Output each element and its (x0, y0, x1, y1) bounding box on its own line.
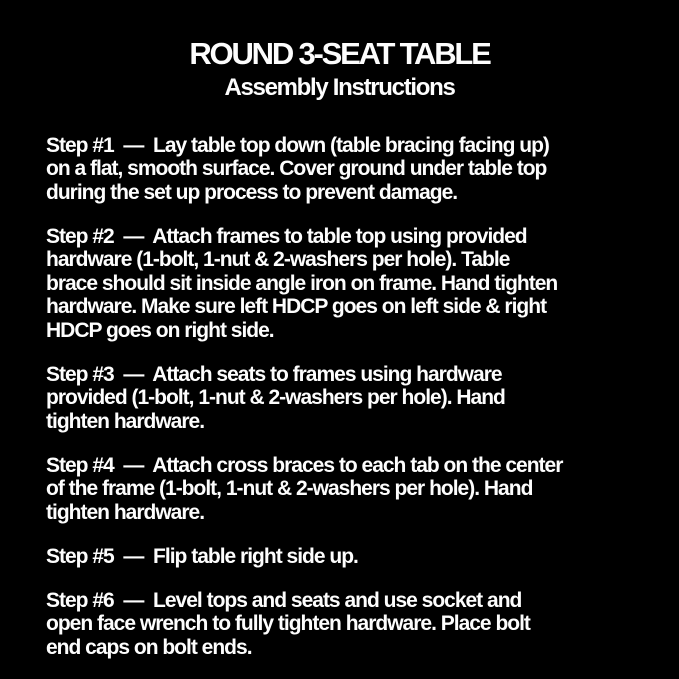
step-line: open face wrench to fully tighten hardware. Place bolt (46, 612, 530, 636)
step-line: HDCP goes on right side. (46, 318, 274, 342)
step-item-2 (46, 225, 669, 342)
step-line: of the frame (1-bolt, 1-nut & 2-washers per hole). Hand (46, 477, 533, 501)
step-line: Step #6 — Level tops and seats and use socket and (46, 589, 522, 613)
step-line: brace should sit inside angle iron on frame. Hand tighten (46, 271, 558, 295)
page-subtitle: Assembly Instructions (224, 74, 455, 101)
step-line: hardware. Make sure left HDCP goes on left side & right (46, 295, 547, 319)
step-line: Step #3 — Attach seats to frames using hardware (46, 362, 502, 386)
page-title: ROUND 3-SEAT TABLE (189, 36, 490, 71)
step-line: Step #4 — Attach cross braces to each tab on the center (46, 453, 563, 477)
step-item-6 (46, 589, 669, 659)
step-line: Step #2 — Attach frames to table top using provided (46, 225, 527, 249)
step-line: Step #5 — Flip table right side up. (46, 544, 358, 568)
step-line: provided (1-bolt, 1-nut & 2-washers per hole). Hand (46, 386, 505, 410)
step-line: hardware (1-bolt, 1-nut & 2-washers per hole). Table (46, 248, 510, 272)
step-line: tighten hardware. (46, 409, 205, 433)
step-item-4 (46, 454, 669, 524)
instruction-sheet (0, 36, 679, 679)
step-line: on a flat, smooth surface. Cover ground under table top (46, 157, 547, 181)
step-item-1 (46, 134, 669, 204)
step-line: tighten hardware. (46, 500, 205, 524)
step-item-5 (46, 545, 669, 568)
step-line: end caps on bolt ends. (46, 635, 252, 659)
step-item-3 (46, 363, 669, 433)
step-line: Step #1 — Lay table top down (table bracing facing up) (46, 134, 549, 157)
step-line: during the set up process to prevent damage. (46, 180, 458, 204)
steps-list (46, 134, 669, 659)
